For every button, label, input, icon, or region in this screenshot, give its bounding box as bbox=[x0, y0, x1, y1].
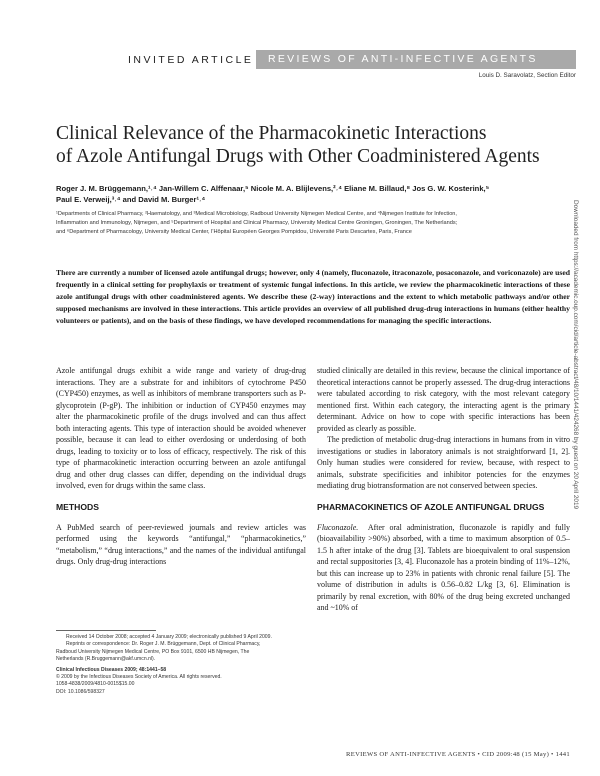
body-column-left bbox=[56, 365, 306, 568]
title-line-2: of Azole Antifungal Drugs with Other Coadministered Agents bbox=[56, 146, 540, 167]
pk-paragraph-text: After oral administration, fluconazole is rapidly and fully (bioavailability >90%) absorbed, with a time to maximum absorption of 0.5–1.5 h after intake of the drug [3]. Tablets are bioequivalent to oral suspension and rectal suppositories [3, 4]. Fluconazole has a protein binding of 11%–12%, but this can increase up to 23% in patients with chronic renal failure [5]. The volume of distribution in adults is 0.56–0.82 L/kg [3, 6]. Elimination is primarily by renal excretion, with 80% of the drug being excreted unchanged and ~10% of bbox=[317, 522, 570, 612]
footnote-reprints-1: Reprints or correspondence: Dr. Roger J. M. Brüggemann, Dept. of Clinical Pharmacy, bbox=[66, 641, 261, 648]
pk-paragraph bbox=[317, 522, 570, 614]
right-paragraph-1: studied clinically are detailed in this review, because the clinical importance of theoretical interactions cannot be properly assessed. The drug-drug interactions were tabulated according to risk category, with the most relevant category mentioned first. Within each category, the interacting agent is the primary determinant. Advice on how to cope with specific interactions has been provided as clearly as possible. bbox=[317, 366, 570, 433]
pk-lead: Fluconazole. bbox=[317, 522, 359, 532]
footnote-journal: Clinical Infectious Diseases 2009; 48:1441–58 bbox=[56, 666, 167, 673]
author-list bbox=[56, 184, 556, 205]
download-watermark: Downloaded from https://academic.oup.com/cid/article-abstract/48/10/1441/424268 by guest on 20 April 2019 bbox=[572, 200, 579, 510]
footnote-received: Received 14 October 2008; accepted 4 January 2009; electronically published 9 April 2009. bbox=[66, 634, 272, 640]
methods-heading: METHODS bbox=[56, 501, 99, 512]
footnote-doi: DOI: 10.1086/598327 bbox=[56, 688, 105, 695]
methods-paragraph: A PubMed search of peer-reviewed journals and review articles was performed using the keywords “antifungal,” “pharmacokinetics,” “metabolism,” “drug interactions,” and the names of the individual antifungal drugs. Only drug-drug interactions bbox=[56, 522, 306, 566]
authors-line-1: Roger J. M. Brüggemann,¹˒⁴ Jan-Willem C. Alffenaar,⁵ Nicole M. A. Blijlevens,²˒⁴ Eliane M. Billaud,⁸ Jos G. W. Kosterink,⁵ bbox=[56, 184, 490, 193]
title-line-1: Clinical Relevance of the Pharmacokinetic Interactions bbox=[56, 123, 487, 144]
affiliation-line-3: and ⁶Department of Pharmacology, University Medical Center, l'Hôpital Européen Georges Pompidou, Université Paris Descartes, Paris, France bbox=[56, 229, 412, 235]
footnote-issn: 1058-4838/2009/4810-0015$15.00 bbox=[56, 681, 135, 688]
section-banner-text: REVIEWS OF ANTI-INFECTIVE AGENTS bbox=[268, 53, 538, 65]
intro-paragraph: Azole antifungal drugs exhibit a wide range and variety of drug-drug interactions. They are a substrate for and inhibitors of cytochrome P450 (CYP450) enzymes, as well as inhibitors of membrane transporters such as P-glycoprotein (P-gP). The inhibition or induction of CYP450 enzymes may alter the pharmacokinetic profile of the drugs involved and can thus affect both interacting agents. This type of interaction should be avoided whenever possible, because it can lead to either overdosing or underdosing of both drugs, leading to toxicity or to loss of efficacy, respectively. The risk of this type of pharmacokinetic interaction occurring between an azole antifungal drug and other drug classes can differ, depending on the individual drugs involved, even for drugs within the same class. bbox=[56, 366, 306, 490]
footnote-reprints-3: Netherlands (R.Bruggemann@akf.umcn.nl). bbox=[56, 656, 156, 663]
affiliations bbox=[56, 210, 556, 237]
abstract: There are currently a number of licensed azole antifungal drugs; however, only 4 (namely, fluconazole, itraconazole, posaconazole, and voriconazole) are used frequently in a clinical setting for prophylaxis or treatment of systemic fungal infections. In this article, we review the pharmacokinetic interactions of these azole antifungal drugs with other coadministered agents. We describe these (2-way) interactions and the extent to which metabolic pathways and/or other supposed mechanisms are involved in these interactions. This article provides an overview of all published drug-drug interactions in humans (either healthy volunteers or patients), and on the basis of these findings, we have developed recommendations for managing the specific interactions. bbox=[56, 268, 570, 325]
section-label: INVITED ARTICLE bbox=[128, 54, 254, 66]
section-editor: Louis D. Saravolatz, Section Editor bbox=[478, 72, 576, 79]
pk-heading: PHARMACOKINETICS OF AZOLE ANTIFUNGAL DRUGS bbox=[317, 501, 545, 512]
right-paragraph-2: The prediction of metabolic drug-drug interactions in humans from in vitro investigations or studies in laboratory animals is not straightforward [1, 2]. Only human studies were considered for review, because, with respect to animals, substrate specificities and inhibitor potencies for the enzymes mediating drug biotransformation are not conserved between species. bbox=[317, 435, 570, 490]
footnote-reprints-2: Radboud University Nijmegen Medical Centre, PO Box 9101, 6500 HB Nijmegen, The bbox=[56, 648, 250, 655]
affiliation-line-1: ¹Departments of Clinical Pharmacy, ²Haematology, and ³Medical Microbiology, Radboud University Nijmegen Medical Centre, and ⁴Nijmegen Institute for Infection, bbox=[56, 211, 457, 217]
affiliation-line-2: Inflammation and Immunology, Nijmegen, and ⁵Department of Hospital and Clinical Pharmacy, University Medical Centre Groningen, Groningen, The Netherlands; bbox=[56, 220, 458, 226]
page-footer: REVIEWS OF ANTI-INFECTIVE AGENTS • CID 2009:48 (15 May) • 1441 bbox=[346, 751, 570, 758]
body-column-right bbox=[317, 365, 570, 614]
section-banner bbox=[256, 50, 576, 69]
footnote-rule bbox=[56, 630, 156, 631]
article-footnote bbox=[56, 634, 306, 696]
footnote-copyright: © 2009 by the Infectious Diseases Society of America. All rights reserved. bbox=[56, 674, 222, 681]
authors-line-2: Paul E. Verweij,³˒⁴ and David M. Burger¹˒⁴ bbox=[56, 194, 206, 204]
article-title bbox=[56, 122, 556, 168]
